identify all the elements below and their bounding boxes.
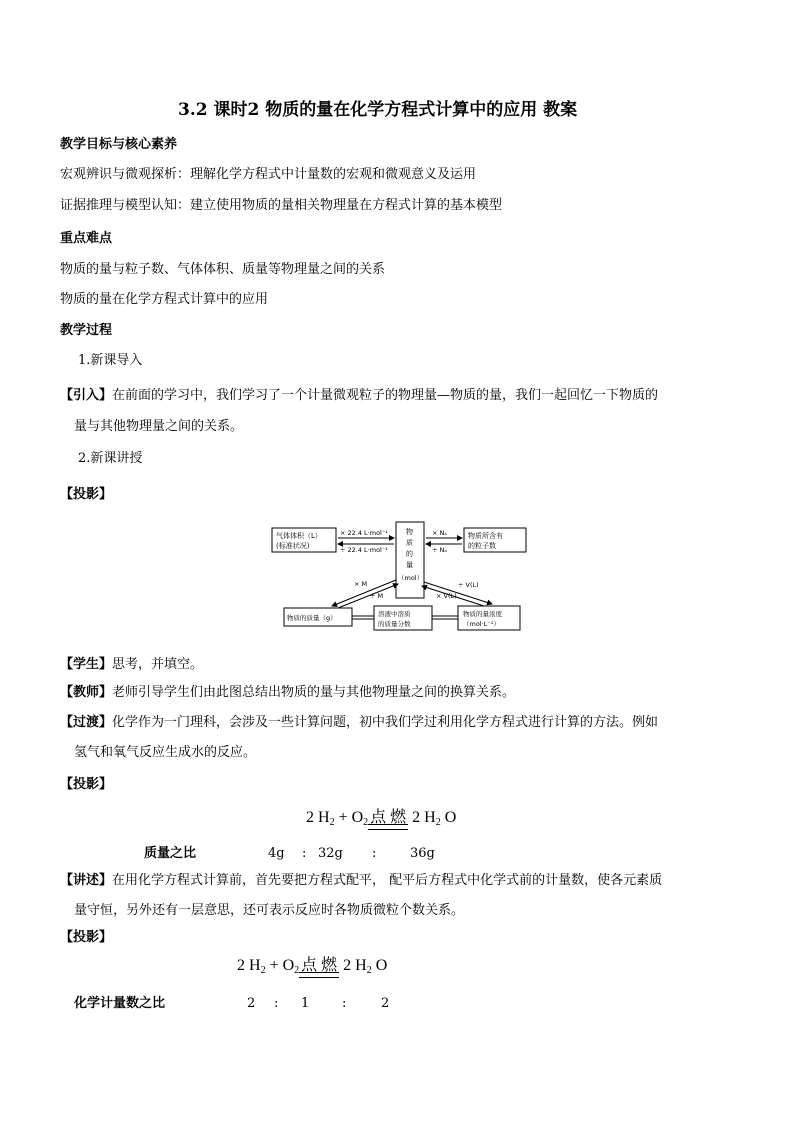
eq-element: H — [424, 809, 436, 826]
ratio-separator: : — [372, 846, 377, 861]
eq-coefficient: 2 — [343, 957, 352, 974]
multiply-molar-volume: × 22.4 L·mol⁻¹ — [340, 529, 388, 537]
amount-label: 的 — [406, 550, 413, 558]
chemical-equation — [237, 956, 387, 981]
eq-subscript: 2 — [260, 965, 266, 976]
ratio-separator: : — [302, 846, 307, 861]
gas-volume-label: (标准状况) — [276, 542, 310, 550]
eq-coefficient: 2 — [412, 809, 421, 826]
projection-tag: 【投影】 — [60, 930, 113, 945]
eq-plus: + — [269, 957, 279, 974]
intro-tag: 【引入】 — [60, 388, 113, 403]
mass-ratio-label: 质量之比 — [144, 846, 197, 861]
student-paragraph — [60, 657, 203, 673]
multiply-avogadro: × Nₐ — [432, 529, 447, 537]
divide-avogadro: ÷ Nₐ — [432, 546, 447, 554]
goals-heading: 教学目标与核心素养 — [60, 137, 178, 152]
goal-item: 宏观辨识与微观探析：理解化学方程式中计量数的宏观和微观意义及运用 — [60, 167, 477, 182]
key-points-heading: 重点难点 — [60, 231, 113, 246]
projection-tag: 【投影】 — [60, 487, 113, 502]
eq-coefficient: 2 — [237, 957, 245, 974]
eq-element: O — [351, 809, 364, 826]
page-title: 3.2 课时2 物质的量在化学方程式计算中的应用 教案 — [178, 100, 578, 120]
eq-coefficient: 2 — [306, 809, 314, 826]
intro-text: 在前面的学习中，我们学习了一个计量微观粒子的物理量—物质的量，我们一起回忆一下物质的 — [112, 388, 659, 403]
concentration-label: 物质的量浓度 — [463, 610, 502, 618]
particles-label: 的粒子数 — [468, 542, 496, 550]
chemical-equation — [306, 808, 456, 833]
amount-label: 物 — [406, 528, 413, 536]
goal-item: 证据推理与模型认知：建立使用物质的量相关物理量在方程式计算的基本模型 — [60, 198, 503, 213]
projection-tag: 【投影】 — [60, 777, 113, 792]
multiply-molar-mass: × M — [354, 580, 368, 588]
transition-paragraph-cont: 氢气和氧气反应生成水的反应。 — [74, 745, 257, 760]
divide-molar-mass: ÷ M — [370, 592, 384, 600]
lecture-tag: 【讲述】 — [60, 873, 113, 888]
eq-subscript: 2 — [294, 965, 300, 976]
eq-condition — [368, 808, 408, 828]
mass-ratio-value: 36g — [410, 846, 435, 861]
eq-condition-text: 点 燃 — [301, 957, 338, 974]
transition-text: 化学作为一门理科，会涉及一些计算问题，初中我们学过利用化学方程式进行计算的方法。例如 — [112, 715, 659, 730]
coefficient-ratio-value: 2 — [381, 996, 390, 1011]
coefficient-ratio-value: 1 — [301, 996, 310, 1011]
teacher-text: 老师引导学生们由此图总结出物质的量与其他物理量之间的换算关系。 — [112, 685, 516, 700]
mass-label: 物质的质量（g） — [287, 614, 337, 622]
intro-paragraph — [60, 388, 658, 404]
lecture-text: 在用化学方程式计算前，首先要把方程式配平， 配平后方程式中化学式前的计量数，使各元素质 — [112, 873, 663, 888]
multiply-volume: × V(L) — [436, 592, 457, 600]
eq-plus: + — [338, 809, 348, 826]
teacher-tag: 【教师】 — [60, 685, 113, 700]
eq-subscript: 2 — [435, 817, 441, 828]
step-heading: 2.新课讲授 — [78, 451, 143, 466]
eq-element: O — [375, 957, 388, 974]
key-point-item: 物质的量在化学方程式计算中的应用 — [60, 292, 269, 307]
eq-condition — [299, 956, 339, 976]
lecture-paragraph-cont: 量守恒，另外还有一层意思，还可表示反应时各物质微粒个数关系。 — [74, 903, 465, 918]
eq-element: O — [282, 957, 295, 974]
fraction-label: 的质量分数 — [378, 620, 411, 628]
teacher-paragraph — [60, 685, 515, 701]
amount-label: 质 — [406, 539, 413, 547]
eq-condition-text: 点 燃 — [370, 809, 407, 826]
transition-tag: 【过渡】 — [60, 715, 113, 730]
eq-element: H — [249, 957, 261, 974]
key-point-item: 物质的量与粒子数、气体体积、质量等物理量之间的关系 — [60, 262, 386, 277]
amount-unit: （mol） — [398, 574, 424, 582]
divide-volume: ÷ V(L) — [458, 581, 479, 589]
intro-paragraph-cont: 量与其他物理量之间的关系。 — [74, 419, 244, 434]
eq-subscript: 2 — [366, 965, 372, 976]
transition-paragraph — [60, 715, 658, 731]
eq-subscript: 2 — [363, 817, 369, 828]
eq-subscript: 2 — [329, 817, 335, 828]
particles-label: 物质所含有 — [468, 532, 503, 540]
ratio-separator: : — [274, 996, 279, 1011]
mass-ratio-value: 4g — [268, 846, 285, 861]
process-heading: 教学过程 — [60, 323, 113, 338]
coefficient-ratio-label: 化学计量数之比 — [74, 996, 166, 1011]
eq-element: O — [444, 809, 457, 826]
mass-ratio-value: 32g — [318, 846, 343, 861]
coefficient-ratio-value: 2 — [247, 996, 256, 1011]
student-tag: 【学生】 — [60, 657, 113, 672]
ratio-separator: : — [342, 996, 347, 1011]
lecture-paragraph — [60, 873, 662, 889]
fraction-label: 溶液中溶质 — [378, 610, 411, 618]
conversion-diagram — [270, 520, 530, 632]
gas-volume-label: 气体体积（L） — [276, 532, 322, 540]
eq-element: H — [318, 809, 330, 826]
step-heading: 1.新课导入 — [78, 353, 143, 368]
concentration-label: （mol·L⁻¹） — [463, 620, 500, 628]
amount-label: 量 — [406, 561, 413, 569]
eq-element: H — [355, 957, 367, 974]
student-text: 思考，并填空。 — [112, 657, 204, 672]
divide-molar-volume: ÷ 22.4 L·mol⁻¹ — [340, 546, 388, 554]
